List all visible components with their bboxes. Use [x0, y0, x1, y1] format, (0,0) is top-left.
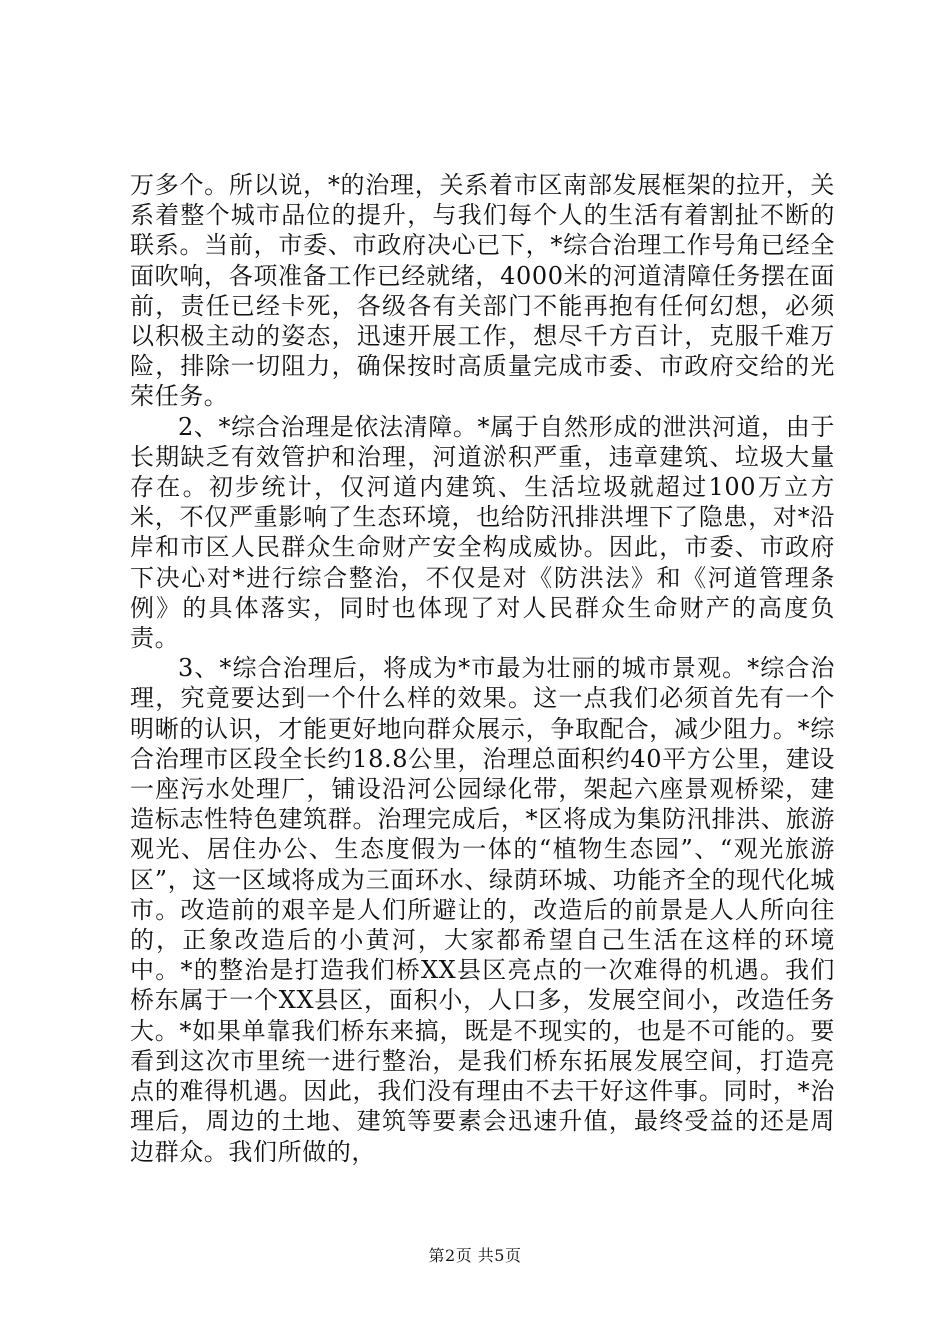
- paragraph-continuation: 万多个。所以说，*的治理，关系着市区南部发展框架的拉开，关系着整个城市品位的提升，与我们每个人的生活有着割扯不断的联系。当前，市委、市政府决心已下，*综合治理工作号角已经全面吹响，各项准备工作已经就绪，4000米的河道清障任务摆在面前，责任已经卡死，各级各有关部门不能再抱有任何幻想，必须以积极主动的姿态，迅速开展工作，想尽千方百计，克服千难万险，排除一切阻力，确保按时高质量完成市委、市政府交给的光荣任务。: [130, 171, 835, 411]
- page-number-footer: 第2页 共5页: [428, 1246, 522, 1265]
- document-body: [130, 170, 835, 1167]
- paragraph-city-landscape: 3、*综合治理后，将成为*市最为壮丽的城市景观。*综合治理，究竟要达到一个什么样的效果。这一点我们必须首先有一个明晰的认识，才能更好地向群众展示，争取配合，减少阻力。*综合治理市区段全长约18.8公里，治理总面积约40平方公里，建设一座污水处理厂，铺设沿河公园绿化带，架起六座景观桥梁，建造标志性特色建筑群。治理完成后，*区将成为集防汛排洪、旅游观光、居住办公、生态度假为一体的“植物生态园”、“观光旅游区”，这一区域将成为三面环水、绿荫环城、功能齐全的现代化城市。改造前的艰辛是人们所避让的，改造后的前景是人人所向往的，正象改造后的小黄河，大家都希望自己生活在这样的环境中。*的整治是打造我们桥XX县区亮点的一次难得的机遇。我们桥东属于一个XX县区，面积小，人口多，发展空间小，改造任务大。*如果单靠我们桥东来搞，既是不现实的，也是不可能的。要看到这次市里统一进行整治，是我们桥东拓展发展空间，打造亮点的难得机遇。因此，我们没有理由不去干好这件事。同时，*治理后，周边的土地、建筑等要素会迅速升值，最终受益的还是周边群众。我们所做的，: [130, 654, 835, 1166]
- paragraph-legal-clearance: 2、*综合治理是依法清障。*属于自然形成的泄洪河道，由于长期缺乏有效管护和治理，河道淤积严重，违章建筑、垃圾大量存在。初步统计，仅河道内建筑、生活垃圾就超过100万立方米，不仅严重影响了生态环境，也给防汛排洪埋下了隐患，对*沿岸和市区人民群众生命财产安全构成威协。因此，市委、市政府下决心对*进行综合整治，不仅是对《防洪法》和《河道管理条例》的具体落实，同时也体现了对人民群众生命财产的高度负责。: [130, 412, 835, 653]
